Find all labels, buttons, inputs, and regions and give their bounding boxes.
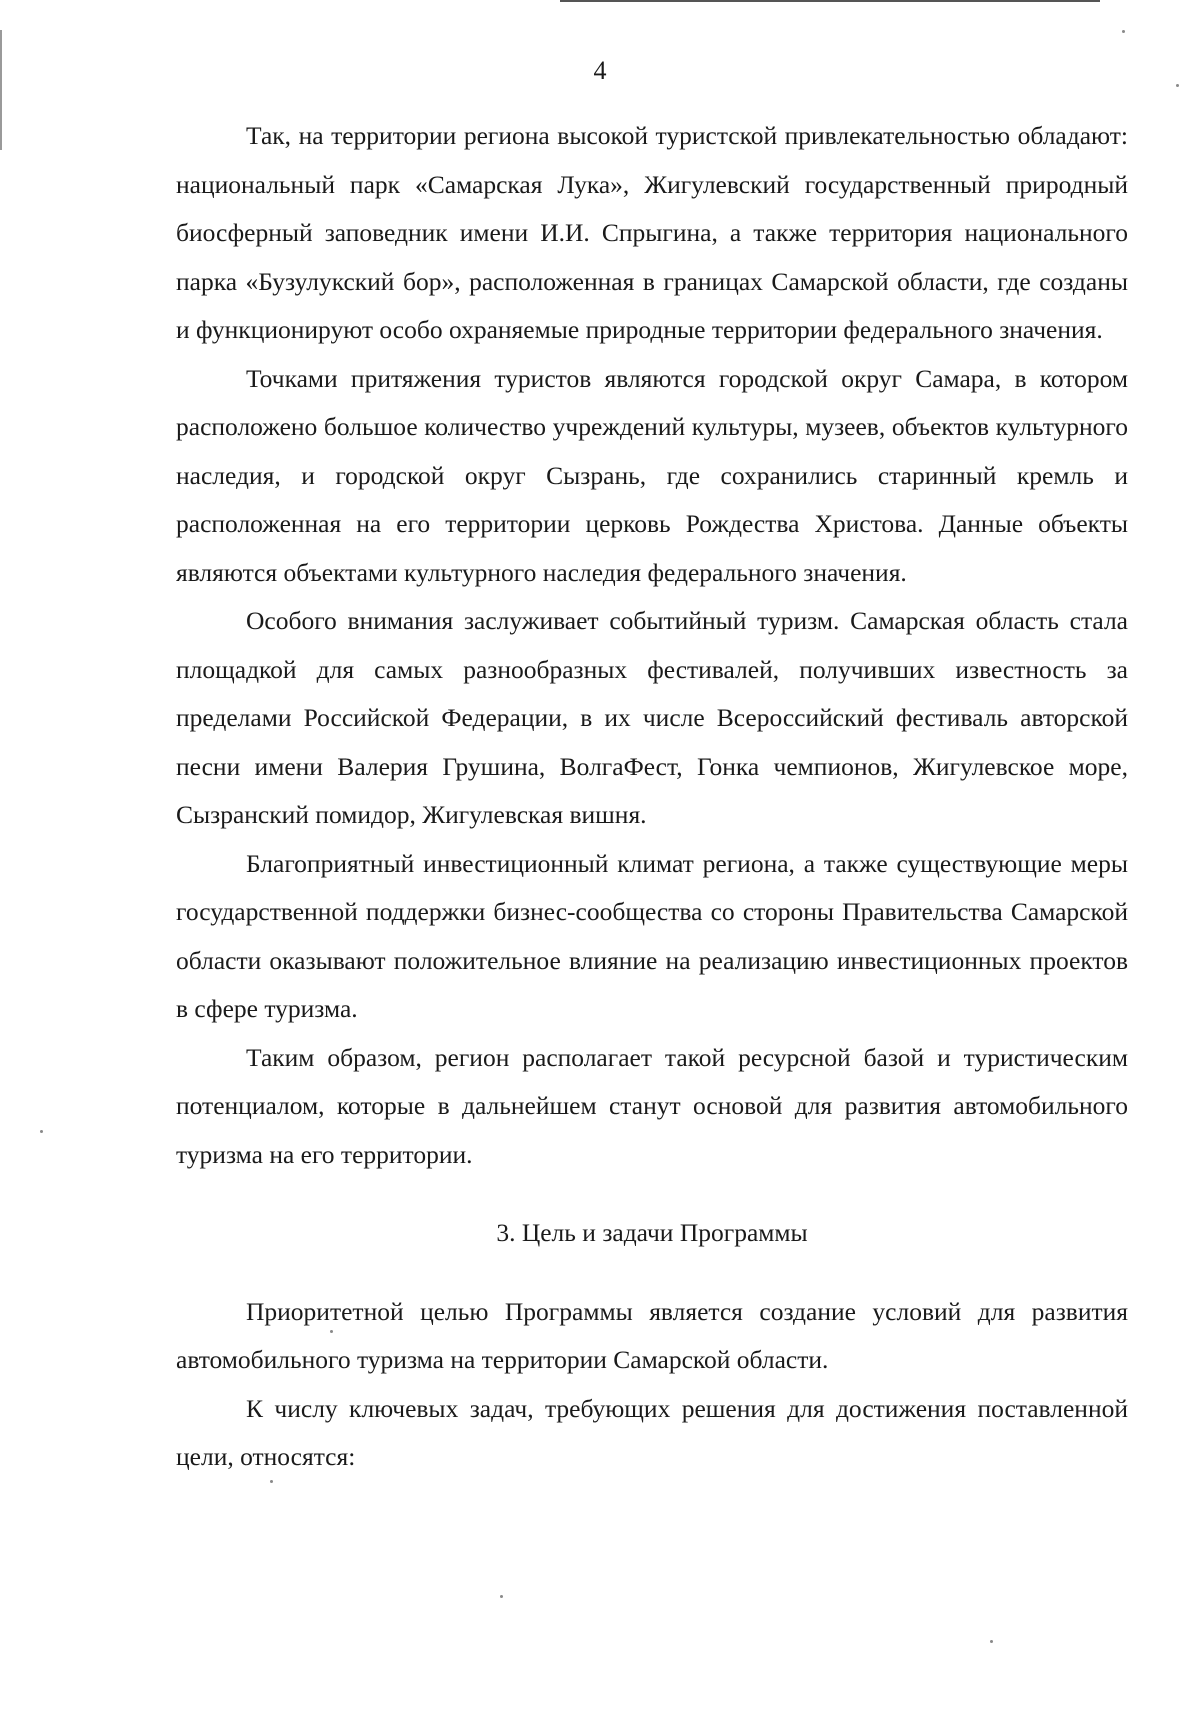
page-number: 4	[593, 56, 607, 85]
scan-speck	[500, 1595, 503, 1598]
paragraph-program-goal: Приоритетной целью Программы является создание условий для развития автомобильного туризма на территории Самарской области.	[176, 1296, 1128, 1374]
document-body	[176, 112, 1128, 1482]
scan-speck	[1122, 30, 1125, 33]
paragraph-tourist-points: Точками притяжения туристов являются городской округ Самара, в котором расположено большое количество учреждений культуры, музеев, объектов культурного наследия, и городской округ Сызрань, где сохранились старинный кремль и расположенная на его территории церковь Рождества Христова. Данные объекты являются объектами культурного наследия федерального значения.	[176, 363, 1128, 587]
scan-speck	[1176, 84, 1179, 87]
paragraph-key-tasks: К числу ключевых задач, требующих решения для достижения поставленной цели, относятся:	[176, 1393, 1128, 1471]
scan-top-edge-line	[560, 0, 1100, 2]
scan-speck	[990, 1640, 993, 1643]
paragraph-conclusion: Таким образом, регион располагает такой ресурсной базой и туристическим потенциалом, которые в дальнейшем станут основой для развития автомобильного туризма на его территории.	[176, 1042, 1128, 1169]
paragraph-investment-climate: Благоприятный инвестиционный климат региона, а также существующие меры государственной поддержки бизнес-сообщества со стороны Правительства Самарской области оказывают положительное влияние на реализацию инвестиционных проектов в сфере туризма.	[176, 848, 1128, 1023]
scan-speck	[270, 1480, 273, 1483]
paragraph-natural-attractions: Так, на территории региона высокой туристской привлекательностью обладают: национальный парк «Самарская Лука», Жигулевский государственный природный биосферный заповедник имени И.И. Спрыгина, а также территория национального парка «Бузулукский бор», расположенная в границах Самарской области, где созданы и функционируют особо охраняемые природные территории федерального значения.	[176, 121, 1128, 344]
scan-speck	[40, 1130, 43, 1133]
section-heading: 3. Цель и задачи Программы	[496, 1218, 808, 1247]
scan-left-edge-line	[0, 30, 2, 150]
scan-speck	[330, 1330, 333, 1333]
paragraph-event-tourism: Особого внимания заслуживает событийный туризм. Самарская область стала площадкой для самых разнообразных фестивалей, получивших известность за пределами Российской Федерации, в их числе Всероссийский фестиваль авторской песни имени Валерия Грушина, ВолгаФест, Гонка чемпионов, Жигулевское море, Сызранский помидор, Жигулевская вишня.	[176, 606, 1128, 829]
